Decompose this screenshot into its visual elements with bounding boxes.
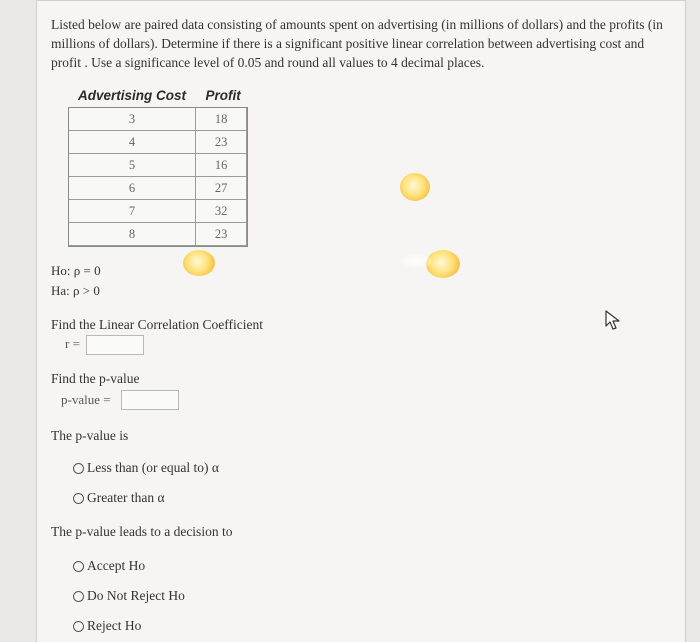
table-row	[69, 154, 247, 177]
option-label: Reject Ho	[87, 618, 142, 633]
table-cell: 4	[69, 131, 196, 154]
pvalue-prompt: Find the p-value	[51, 371, 140, 386]
table-cell: 18	[196, 108, 247, 131]
alternative-hypothesis: Ha: ρ > 0	[51, 283, 100, 298]
option-accept-ho[interactable]	[73, 558, 145, 574]
table-row	[69, 108, 247, 131]
light-glare	[426, 250, 460, 278]
question-panel	[36, 0, 686, 642]
question-intro: Listed below are paired data consisting of amounts spent on advertising (in millions of dollars) and the profits (in millions of dollars). Determine if there is a significant positive linear correlation between advertising cost and profit . Use a significance level of 0.05 and round all values to 4 decimal places.	[51, 17, 663, 70]
option-label: Greater than α	[87, 490, 165, 505]
radio-circle-icon[interactable]	[73, 621, 84, 632]
r-input[interactable]	[86, 335, 144, 355]
table-cell: 7	[69, 200, 196, 223]
table-row	[69, 223, 247, 246]
table-cell: 27	[196, 177, 247, 200]
table-cell: 3	[69, 108, 196, 131]
pvalue-input[interactable]	[121, 390, 179, 410]
table-cell: 5	[69, 154, 196, 177]
table-cell: 6	[69, 177, 196, 200]
radio-circle-icon[interactable]	[73, 463, 84, 474]
decision-prompt: The p-value leads to a decision to	[51, 524, 233, 539]
pvalue-compare-prompt: The p-value is	[51, 428, 129, 443]
option-label: Do Not Reject Ho	[87, 588, 185, 603]
mouse-cursor-icon	[604, 309, 622, 331]
light-glare	[400, 173, 430, 201]
option-less-than-alpha[interactable]	[73, 460, 219, 476]
r-label: r =	[65, 336, 80, 351]
option-do-not-reject-ho[interactable]	[73, 588, 185, 604]
radio-circle-icon[interactable]	[73, 591, 84, 602]
table-cell: 23	[196, 131, 247, 154]
table-row	[69, 200, 247, 223]
radio-circle-icon[interactable]	[73, 561, 84, 572]
option-label: Less than (or equal to) α	[87, 460, 219, 475]
option-label: Accept Ho	[87, 558, 146, 573]
data-table	[68, 86, 247, 246]
null-hypothesis: Ho: ρ = 0	[51, 263, 101, 278]
option-greater-than-alpha[interactable]	[73, 490, 165, 506]
radio-circle-icon[interactable]	[73, 493, 84, 504]
table-row	[69, 131, 247, 154]
screen-smudge	[402, 254, 432, 268]
correlation-prompt: Find the Linear Correlation Coefficient	[51, 317, 263, 332]
table-cell: 32	[196, 200, 247, 223]
table-cell: 8	[69, 223, 196, 246]
pvalue-label: p-value =	[61, 392, 111, 407]
column-header-profit: Profit	[196, 86, 247, 108]
light-glare	[183, 250, 215, 276]
option-reject-ho[interactable]	[73, 618, 141, 634]
column-header-advertising-cost: Advertising Cost	[69, 86, 196, 108]
table-row	[69, 177, 247, 200]
table-cell: 16	[196, 154, 247, 177]
table-cell: 23	[196, 223, 247, 246]
